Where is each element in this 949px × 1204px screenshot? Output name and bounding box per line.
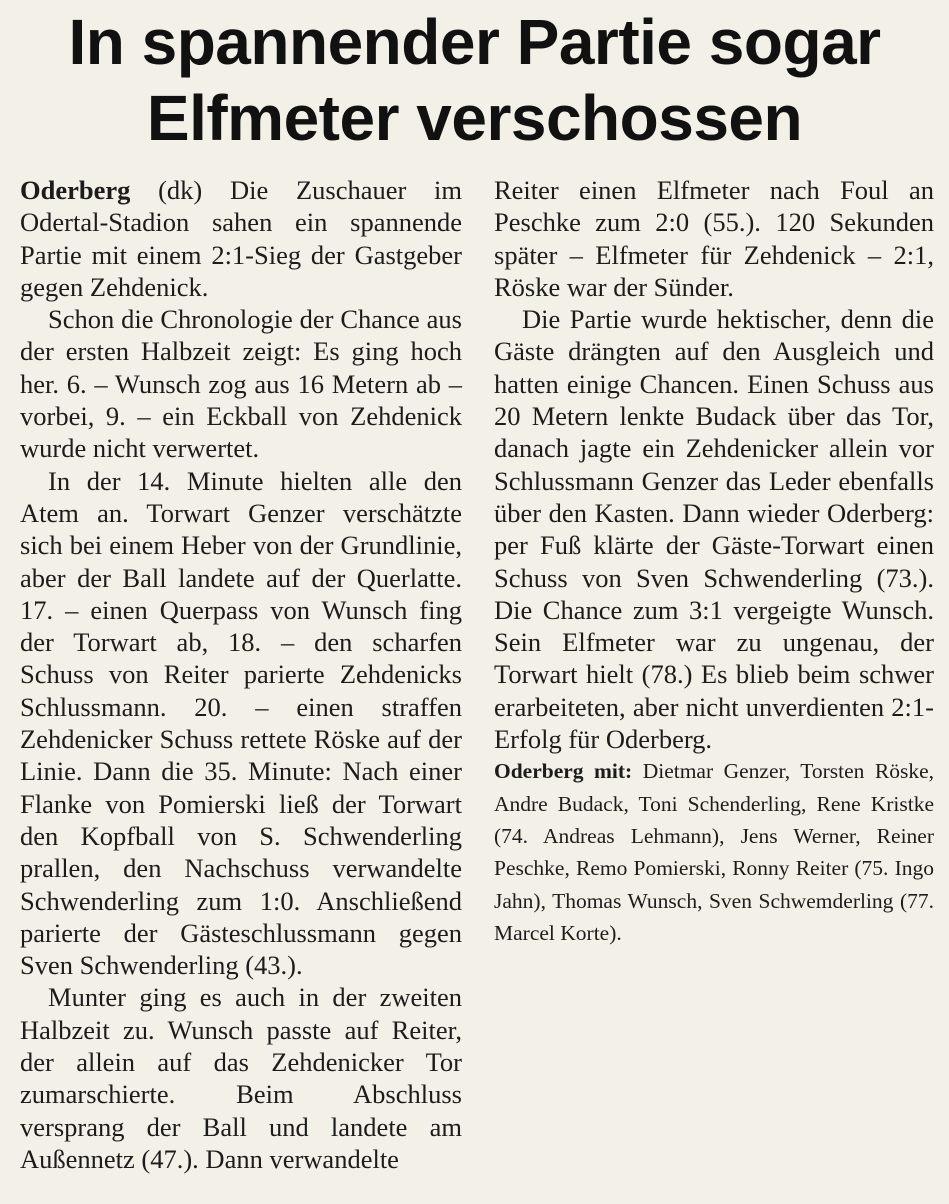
article-column-right [494, 174, 934, 949]
chronology-paragraph: Schon die Chronologie der Chance aus der ersten Halbzeit zeigt: Es ging hoch her. 6. – Wunsch zog aus 16 Metern ab – vorbei, 9. – ein Eckball von Zehdenick wurde nicht verwertet. [20, 304, 462, 464]
headline-line-2: Elfmeter verschossen [146, 82, 803, 154]
headline-line-1: In spannender Partie sogar [68, 6, 881, 78]
lineup-text: Dietmar Genzer, Torsten Röske, Andre Budack, Toni Schenderling, Rene Kristke (74. Andreas Lehmann), Jens Werner, Reiner Peschke, Remo Pomierski, Ronny Reiter (75. Ingo Jahn), Thomas Wunsch, Sven Schwemderling (77. Marcel Korte). [494, 759, 935, 945]
intro-text: (dk) Die Zuschauer im Odertal-Stadion sahen ein spannende Partie mit einem 2:1-Sieg der Gastgeber gegen Zehdenick. [20, 175, 462, 302]
second-half-paragraph: Munter ging es auch in der zweiten Halbzeit zu. Wunsch passte auf Reiter, der allein auf das Zehdenicker Tor zumarschierte. Beim Abschluss versprang der Ball und landete am Außennetz (47.). Dann verwandelte [20, 982, 462, 1174]
intro-paragraph [20, 174, 462, 303]
headline [0, 4, 949, 156]
lineup-paragraph [494, 755, 934, 949]
hectic-paragraph: Die Partie wurde hektischer, denn die Gäste drängten auf den Ausgleich und hatten einige Chancen. Einen Schuss aus 20 Metern lenkte Budack über das Tor, danach jagte ein Zehdenicker allein vor Schlussmann Genzer das Leder ebenfalls über den Kasten. Dann wieder Oderberg: per Fuß klärte der Gäste-Torwart einen Schuss von Sven Schwenderling (73.). Die Chance zum 3:1 vergeigte Wunsch. Sein Elfmeter war zu ungenau, der Torwart hielt (78.) Es blieb beim schwer erarbeiteten, aber nicht unverdienten 2:1-Erfolg für Oderberg. [494, 304, 934, 755]
dateline: Oderberg [20, 175, 131, 205]
second-half-paragraph-continued: Reiter einen Elfmeter nach Foul an Peschke zum 2:0 (55.). 120 Sekunden später – Elfmeter für Zehdenick – 2:1, Röske war der Sünder. [494, 175, 934, 302]
article-column-left [20, 174, 462, 1175]
lineup-lead: Oderberg mit: [494, 759, 633, 784]
first-half-paragraph: In der 14. Minute hielten alle den Atem an. Torwart Genzer verschätzte sich bei einem Heber von der Grundlinie, aber der Ball landete auf der Querlatte. 17. – einen Querpass von Wunsch fing der Torwart ab, 18. – den scharfen Schuss von Reiter parierte Zehdenicks Schlussmann. 20. – einen straffen Zehdenicker Schuss rettete Röske auf der Linie. Dann die 35. Minute: Nach einer Flanke von Pomierski ließ der Torwart den Kopfball von S. Schwenderling prallen, den Nachschuss verwandelte Schwenderling zum 1:0. Anschließend parierte der Gästeschlussmann gegen Sven Schwenderling (43.). [20, 465, 462, 981]
